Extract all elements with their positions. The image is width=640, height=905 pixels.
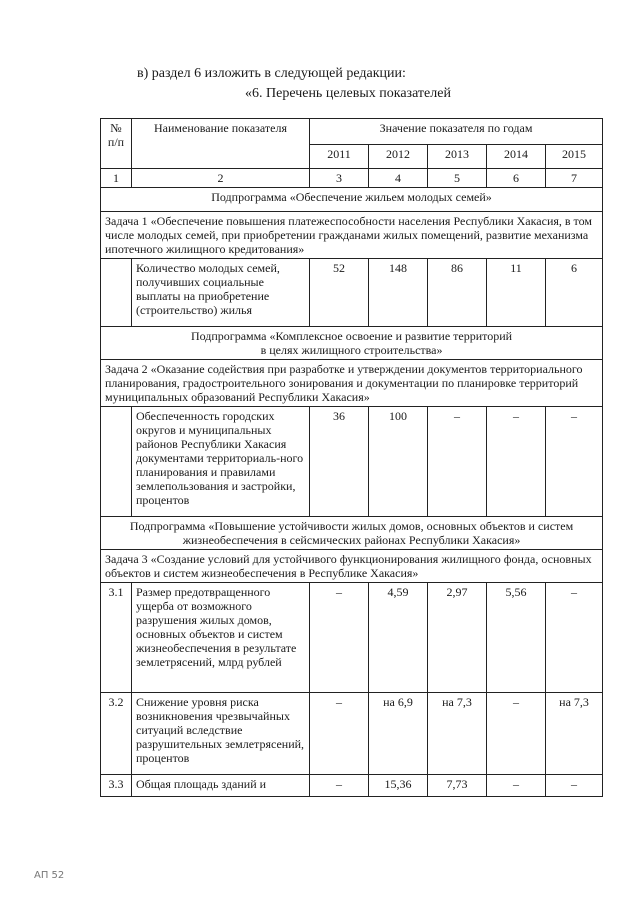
indicator-row	[101, 407, 603, 517]
column-number: 7	[546, 169, 603, 188]
subprogram-title: Подпрограмма «Обеспечение жильем молодых семей»	[101, 188, 603, 212]
subprogram-row	[101, 517, 603, 550]
indicator-value: –	[487, 775, 546, 797]
subprogram-title: Подпрограмма «Повышение устойчивости жилых домов, основных объектов и систем жизнеобеспечения в сейсмических районах Республики Хакасия»	[101, 517, 603, 550]
indicator-value: 15,36	[369, 775, 428, 797]
indicator-name: Обеспеченность городских округов и муниципальных районов Республики Хакасия документами территориаль-ного планирования и правилами землепользования и застройки, процентов	[132, 407, 310, 517]
task-text: Задача 1 «Обеспечение повышения платежеспособности населения Республики Хакасия, в том числе молодых семей, при приобретении гражданами жилых помещений, развитие механизма ипотечного жилищного кредитования»	[101, 212, 603, 259]
row-number	[101, 259, 132, 327]
indicator-value: –	[487, 407, 546, 517]
indicator-value: –	[428, 407, 487, 517]
section-title: «6. Перечень целевых показателей	[245, 86, 451, 101]
column-numbers-row	[101, 169, 603, 188]
indicator-value: –	[546, 407, 603, 517]
indicator-value: 6	[546, 259, 603, 327]
indicator-value: на 6,9	[369, 693, 428, 775]
task-row	[101, 550, 603, 583]
task-text: Задача 3 «Создание условий для устойчивого функционирования жилищного фонда, основных объектов и систем жизнеобеспечения в Республике Хакасия»	[101, 550, 603, 583]
indicator-value: 100	[369, 407, 428, 517]
indicator-name: Размер предотвращенного ущерба от возможного разрушения жилых домов, основных объектов и систем жизнеобеспечения в результате землетрясений, млрд рублей	[132, 583, 310, 693]
row-number: 3.2	[101, 693, 132, 775]
indicator-value: 7,73	[428, 775, 487, 797]
indicator-row	[101, 775, 603, 797]
task-row	[101, 212, 603, 259]
header-year: 2013	[428, 145, 487, 169]
indicator-value: 11	[487, 259, 546, 327]
indicator-value: –	[546, 583, 603, 693]
column-number: 4	[369, 169, 428, 188]
indicator-name: Количество молодых семей, получивших социальные выплаты на приобретение (строительство) жилья	[132, 259, 310, 327]
header-year: 2011	[310, 145, 369, 169]
intro-line: в) раздел 6 изложить в следующей редакции:	[137, 66, 406, 81]
header-row	[101, 119, 603, 145]
indicator-value: на 7,3	[546, 693, 603, 775]
indicator-value: 36	[310, 407, 369, 517]
indicator-row	[101, 259, 603, 327]
column-number: 5	[428, 169, 487, 188]
indicator-value: –	[310, 583, 369, 693]
indicator-value: 52	[310, 259, 369, 327]
indicator-value: –	[310, 775, 369, 797]
task-row	[101, 360, 603, 407]
row-number	[101, 407, 132, 517]
column-number: 6	[487, 169, 546, 188]
header-year: 2012	[369, 145, 428, 169]
row-number: 3.1	[101, 583, 132, 693]
header-values-group: Значение показателя по годам	[310, 119, 603, 145]
header-name: Наименование показателя	[132, 119, 310, 169]
subprogram-title: Подпрограмма «Комплексное освоение и развитие территорий в целях жилищного строительства»	[101, 327, 603, 360]
subprogram-row	[101, 327, 603, 360]
task-text: Задача 2 «Оказание содействия при разработке и утверждении документов территориального планирования, градостроительного зонирования и документации по планировке территорий муниципальных образований Республики Хакасия»	[101, 360, 603, 407]
indicator-value: 86	[428, 259, 487, 327]
column-number: 2	[132, 169, 310, 188]
column-number: 3	[310, 169, 369, 188]
indicator-value: –	[546, 775, 603, 797]
indicator-value: 4,59	[369, 583, 428, 693]
indicator-value: 2,97	[428, 583, 487, 693]
indicator-value: –	[310, 693, 369, 775]
indicators-table	[100, 118, 603, 797]
indicator-row	[101, 583, 603, 693]
footer-mark: АП 52	[34, 870, 65, 881]
indicator-value: на 7,3	[428, 693, 487, 775]
indicator-row	[101, 693, 603, 775]
indicator-value: 148	[369, 259, 428, 327]
indicator-name: Общая площадь зданий и	[132, 775, 310, 797]
header-num: № п/п	[101, 119, 132, 169]
indicator-value: –	[487, 693, 546, 775]
header-year: 2014	[487, 145, 546, 169]
indicator-name: Снижение уровня риска возникновения чрезвычайных ситуаций вследствие разрушительных землетрясений, процентов	[132, 693, 310, 775]
column-number: 1	[101, 169, 132, 188]
header-year: 2015	[546, 145, 603, 169]
row-number: 3.3	[101, 775, 132, 797]
subprogram-row	[101, 188, 603, 212]
indicator-value: 5,56	[487, 583, 546, 693]
